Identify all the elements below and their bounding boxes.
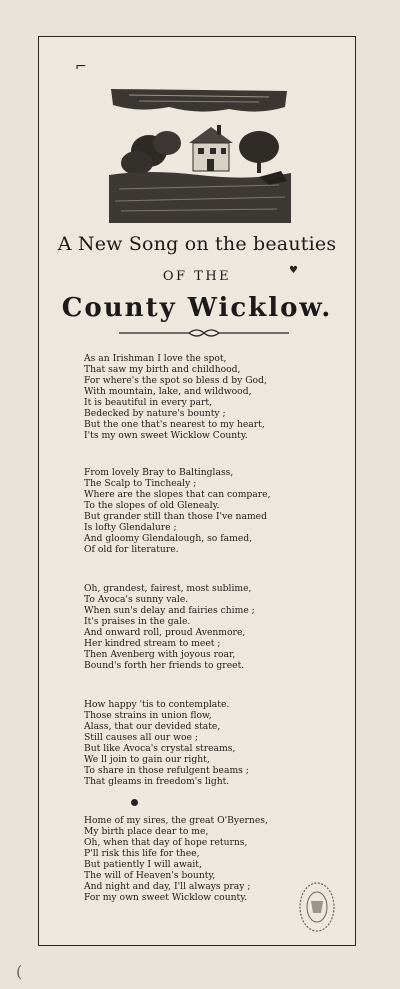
verse-line: That saw my birth and childhood, xyxy=(84,364,241,375)
library-stamp xyxy=(297,877,337,935)
verse-line: How happy 'tis to contemplate. xyxy=(84,699,230,710)
verse-line: Bedecked by nature's bounty ; xyxy=(84,408,226,419)
bullet-ornament xyxy=(131,799,138,806)
verse-line: From lovely Bray to Baltinglass, xyxy=(84,467,234,478)
verse-line: Where are the slopes that can compare, xyxy=(84,489,271,500)
title-line-2: OF THE xyxy=(162,269,232,284)
verse-line: To the slopes of old Glenealy. xyxy=(84,500,220,511)
verse-line: My birth place dear to me, xyxy=(84,826,209,837)
verse-line: For my own sweet Wicklow county. xyxy=(84,892,248,903)
heart-ornament-icon: ♥ xyxy=(289,265,298,276)
verse-line: But the one that's nearest to my heart, xyxy=(84,419,265,430)
verse-line: I'ts my own sweet Wicklow County. xyxy=(84,430,248,441)
title-line-3: County Wicklow. xyxy=(61,293,333,323)
title-line-1: A New Song on the beauties xyxy=(57,233,337,255)
verse-line: For where's the spot so bless d by God, xyxy=(84,375,267,386)
ornamental-divider xyxy=(119,327,289,339)
verse-line: Then Avenberg with joyous roar, xyxy=(84,649,236,660)
verse-line: It's praises in the gale. xyxy=(84,616,191,627)
verse-line: But like Avoca's crystal streams, xyxy=(84,743,236,754)
verse-line: It is beautiful in every part, xyxy=(84,397,213,408)
ink-mark: ⌐ xyxy=(75,59,87,75)
stanza-2 xyxy=(84,467,334,555)
stanza-1 xyxy=(84,353,334,441)
stanza-3 xyxy=(84,583,334,671)
verse-line: We ll join to gain our right, xyxy=(84,754,210,765)
verse-line: Alass, that our devided state, xyxy=(84,721,221,732)
verse-line: Of old for literature. xyxy=(84,544,179,555)
verse-line: With mountain, lake, and wildwood, xyxy=(84,386,252,397)
verse-line: Bound's forth her friends to greet. xyxy=(84,660,245,671)
verse-line: As an Irishman I love the spot, xyxy=(84,353,227,364)
verse-line: To Avoca's sunny vale. xyxy=(84,594,189,605)
verse-line: The will of Heaven's bounty, xyxy=(84,870,216,881)
verse-line: Those strains in union flow, xyxy=(84,710,212,721)
verse-line: Oh, when that day of hope returns, xyxy=(84,837,248,848)
verse-line: That gleams in freedom's light. xyxy=(84,776,230,787)
verse-line: P'll risk this life for thee, xyxy=(84,848,200,859)
verse-line: But patiently I will await, xyxy=(84,859,202,870)
verse-line: The Scalp to Tinchealy ; xyxy=(84,478,197,489)
verse-line: And gloomy Glendalough, so famed, xyxy=(84,533,253,544)
verse-line: Is lofty Glendalure ; xyxy=(84,522,177,533)
verse-line: Home of my sires, the great O'Byernes, xyxy=(84,815,268,826)
verse-line: Still causes all our woe ; xyxy=(84,732,198,743)
verse-line: When sun's delay and fairies chime ; xyxy=(84,605,255,616)
verse-line: Her kindred stream to meet ; xyxy=(84,638,221,649)
broadside-sheet xyxy=(38,36,356,946)
verse-line: Oh, grandest, fairest, most sublime, xyxy=(84,583,252,594)
ink-mark: ( xyxy=(16,962,23,981)
verse-line: And onward roll, proud Avenmore, xyxy=(84,627,246,638)
verse-line: And night and day, I'll always pray ; xyxy=(84,881,251,892)
verse-line: But grander still than those I've named xyxy=(84,511,267,522)
verse-line: To share in those refulgent beams ; xyxy=(84,765,249,776)
woodcut-illustration xyxy=(109,85,291,223)
stanza-4 xyxy=(84,699,334,787)
